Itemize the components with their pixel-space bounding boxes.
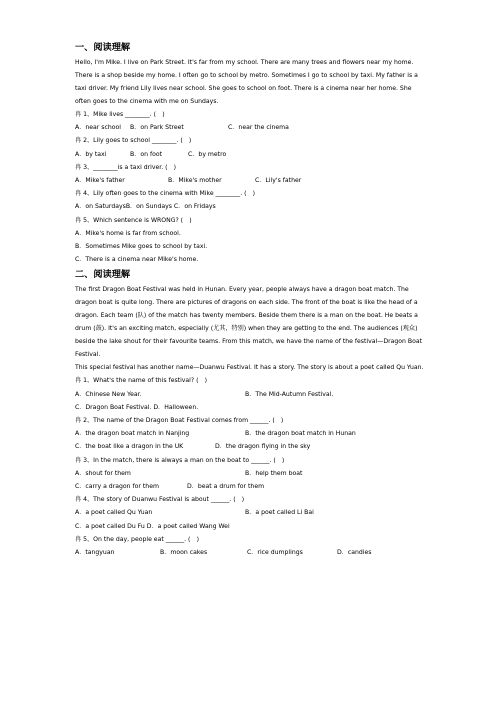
s1-q3-option-a[interactable]: A．Mike's father: [75, 176, 125, 184]
s2-q3-options-row-1: [75, 467, 427, 480]
s2-q2-option-d[interactable]: D．the dragon flying in the sky: [215, 443, 311, 451]
s2-q5-option-d[interactable]: D．candies: [337, 548, 372, 556]
s1-q2-option-b[interactable]: B．on foot: [130, 150, 163, 158]
s2-q2-options-row-2: [75, 440, 427, 453]
s1-q2-options: [75, 148, 427, 161]
s1-q2-option-c[interactable]: C．by metro: [188, 150, 227, 158]
s2-q2-option-a[interactable]: A．the dragon boat match in Nanjing: [75, 430, 190, 438]
s1-question-2: 冉 2、Lily goes to school ________. ( ): [75, 137, 192, 145]
document-page: [75, 42, 427, 559]
s2-q1-option-b[interactable]: B．The Mid-Autumn Festival.: [245, 390, 334, 398]
s2-q5-option-a[interactable]: A．tangyuan: [75, 548, 115, 556]
s1-q5-option-c[interactable]: C．There is a cinema near Mike's home.: [75, 256, 199, 264]
s2-q1-option-cd[interactable]: C．Dragon Boat Festival. D．Halloween.: [75, 403, 199, 411]
s1-q1-options: [75, 121, 427, 134]
s2-q2-option-b[interactable]: B．the dragon boat match in Hunan: [245, 430, 356, 438]
s2-q3-option-a[interactable]: A．shout for them: [75, 469, 131, 477]
s1-question-3: 冉 3、________is a taxi driver. ( ): [75, 163, 177, 171]
s2-q4-option-b[interactable]: B．a poet called Li Bai: [245, 509, 314, 517]
s2-q4-option-cd[interactable]: C．a poet called Du Fu D．a poet called Wang Wei: [75, 522, 230, 530]
s2-q3-options-row-2: [75, 480, 427, 493]
section-2-title: 二、阅读理解: [75, 269, 131, 281]
s1-q3-option-c[interactable]: C．Lily's father: [255, 176, 302, 184]
section-1-title: 一、阅读理解: [75, 42, 131, 53]
section-2-passage-1: The first Dragon Boat Festival was held in Hunan. Every year, people always have a dragon boat match. The dragon boat is quite long. There are pictures of dragons on each side. The front of the boat is like the head of a dragon. Each team (队) of the match has twenty members. Beside them there is a man on the boat. He beats a drum (鼓). It's an exciting match, especially (尤其，特别) when they are getting to the end. The audiences (观众) beside the lake shout for their favourite teams. From this match, we have the name of the festival—Dragon Boat Festival.: [75, 286, 423, 359]
s2-question-1: 冉 1、What's the name of this festival? ( ): [75, 377, 208, 385]
s1-q4-options: [75, 200, 427, 213]
s1-q3-options: [75, 174, 427, 187]
s1-question-1: 冉 1、Mike lives ________. ( ): [75, 111, 165, 118]
s2-q5-options: [75, 546, 427, 559]
s1-q1-option-b[interactable]: B．on Park Street: [130, 124, 184, 132]
s2-q3-option-c[interactable]: C．carry a dragon for them: [75, 482, 159, 490]
s2-q1-options-row-1: [75, 388, 427, 401]
s2-q2-options-row-1: [75, 427, 427, 440]
s1-q1-option-a[interactable]: A．near school: [75, 124, 121, 132]
s1-q4-options-line[interactable]: A．on SaturdaysB．on Sundays C．on Fridays: [75, 203, 216, 211]
s2-q3-option-b[interactable]: B．help them boat: [245, 469, 303, 477]
section-1-passage: Hello, I'm Mike. I live on Park Street. It's far from my school. There are many trees and flowers near my home. There is a shop beside my home. I often go to school by metro. Sometimes I go to school by taxi. My father is a taxi driver. My friend Lily lives near school. She goes to school on foot. There is a cinema near her home. She often goes to the cinema with me on Sundays.: [75, 59, 418, 105]
s2-q5-option-b[interactable]: B．moon cakes: [160, 548, 208, 556]
s1-question-5: 冉 5、Which sentence is WRONG? ( ): [75, 216, 192, 224]
s1-q1-option-c[interactable]: C．near the cinema: [228, 124, 289, 132]
s2-q2-option-c[interactable]: C．the boat like a dragon in the UK: [75, 443, 184, 451]
s2-q3-option-d[interactable]: D．beat a drum for them: [187, 482, 265, 490]
s1-q2-option-a[interactable]: A．by taxi: [75, 150, 107, 158]
s1-q5-option-a[interactable]: A．Mike's home is far from school.: [75, 229, 181, 237]
s2-question-4: 冉 4、The story of Duanwu Festival is about ______. ( ): [75, 496, 245, 504]
s1-q5-option-b[interactable]: B．Sometimes Mike goes to school by taxi.: [75, 242, 208, 250]
s2-q4-options-row-1: [75, 506, 427, 519]
section-2-passage-2: This special festival has another name—Duanwu Festival. It has a story. The story is about a poet called Qu Yuan.: [75, 364, 424, 372]
s2-question-5: 冉 5、On the day, people eat ______. ( ): [75, 535, 199, 543]
s1-question-4: 冉 4、Lily often goes to the cinema with Mike ________. ( ): [75, 190, 256, 198]
s1-q3-option-b[interactable]: B．Mike's mother: [168, 176, 222, 184]
s2-q5-option-c[interactable]: C．rice dumplings: [247, 548, 303, 556]
s2-question-2: 冉 2、The name of the Dragon Boat Festival comes from ______. ( ): [75, 416, 284, 424]
s2-question-3: 冉 3、In the match, there is always a man on the boat to ______. ( ): [75, 456, 285, 464]
s2-q4-option-a[interactable]: A．a poet called Qu Yuan: [75, 509, 153, 517]
s2-q1-option-a[interactable]: A．Chinese New Year.: [75, 390, 142, 398]
